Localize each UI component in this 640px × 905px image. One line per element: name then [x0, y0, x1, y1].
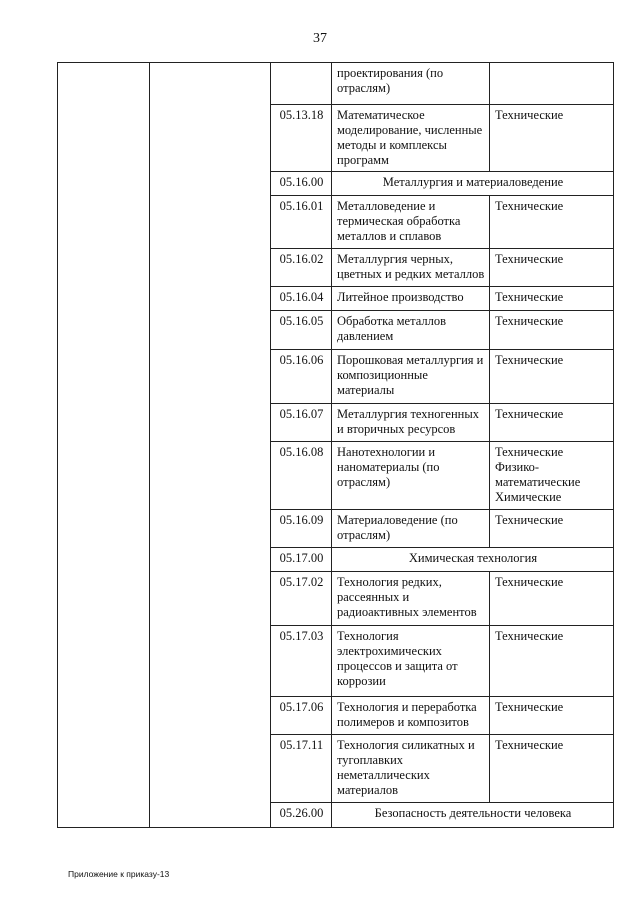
specialty-code: 05.16.06	[271, 350, 332, 404]
empty-column-1	[58, 63, 150, 828]
specialty-code: 05.16.02	[271, 249, 332, 287]
page-number: 37	[313, 31, 327, 46]
specialty-name: проектирования (по отраслям)	[332, 63, 490, 105]
specialty-code: 05.16.00	[271, 172, 332, 196]
specialty-code: 05.17.02	[271, 572, 332, 626]
specialty-name: Технология редких, рассеянных и радиоактивных элементов	[332, 572, 490, 626]
science-branch: Технические	[490, 404, 614, 442]
specialty-code: 05.16.04	[271, 287, 332, 311]
science-branch	[490, 63, 614, 105]
specialty-name: Порошковая металлургия и композиционные материалы	[332, 350, 490, 404]
group-title: Безопасность деятельности человека	[332, 803, 614, 828]
specialty-code: 05.17.03	[271, 626, 332, 697]
science-branch: Технические	[490, 572, 614, 626]
specialty-code: 05.16.05	[271, 311, 332, 350]
science-branch: Технические	[490, 735, 614, 803]
specialty-name: Металлургия техногенных и вторичных ресурсов	[332, 404, 490, 442]
specialty-name: Металловедение и термическая обработка металлов и сплавов	[332, 196, 490, 249]
specialty-name: Обработка металлов давлением	[332, 311, 490, 350]
specialty-name: Литейное производство	[332, 287, 490, 311]
specialty-code: 05.13.18	[271, 105, 332, 172]
science-branch: Технические	[490, 287, 614, 311]
science-branch: Технические	[490, 105, 614, 172]
science-branch: Технические	[490, 510, 614, 548]
specialty-code: 05.17.11	[271, 735, 332, 803]
footer-note: Приложение к приказу-13	[68, 869, 170, 879]
specialty-table	[57, 62, 614, 828]
science-branch: Технические	[490, 697, 614, 735]
specialty-name: Математическое моделирование, численные методы и комплексы программ	[332, 105, 490, 172]
group-title: Химическая технология	[332, 548, 614, 572]
specialty-code	[271, 63, 332, 105]
specialty-name: Технология и переработка полимеров и композитов	[332, 697, 490, 735]
group-title: Металлургия и материаловедение	[332, 172, 614, 196]
specialty-code: 05.16.01	[271, 196, 332, 249]
specialty-name: Материаловедение (по отраслям)	[332, 510, 490, 548]
science-branch: Технические	[490, 311, 614, 350]
empty-column-2	[150, 63, 271, 828]
specialty-name: Технология электрохимических процессов и защита от коррозии	[332, 626, 490, 697]
science-branch: Технические Физико-математические Химические	[490, 442, 614, 510]
specialty-name: Технология силикатных и тугоплавких неметаллических материалов	[332, 735, 490, 803]
science-branch: Технические	[490, 350, 614, 404]
specialty-code: 05.16.07	[271, 404, 332, 442]
science-branch: Технические	[490, 626, 614, 697]
specialty-name: Нанотехнологии и наноматериалы (по отраслям)	[332, 442, 490, 510]
table-row	[58, 63, 614, 105]
specialty-code: 05.17.06	[271, 697, 332, 735]
specialty-code: 05.16.09	[271, 510, 332, 548]
specialty-code: 05.16.08	[271, 442, 332, 510]
specialty-name: Металлургия черных, цветных и редких металлов	[332, 249, 490, 287]
specialty-code: 05.26.00	[271, 803, 332, 828]
specialty-code: 05.17.00	[271, 548, 332, 572]
science-branch: Технические	[490, 196, 614, 249]
science-branch: Технические	[490, 249, 614, 287]
